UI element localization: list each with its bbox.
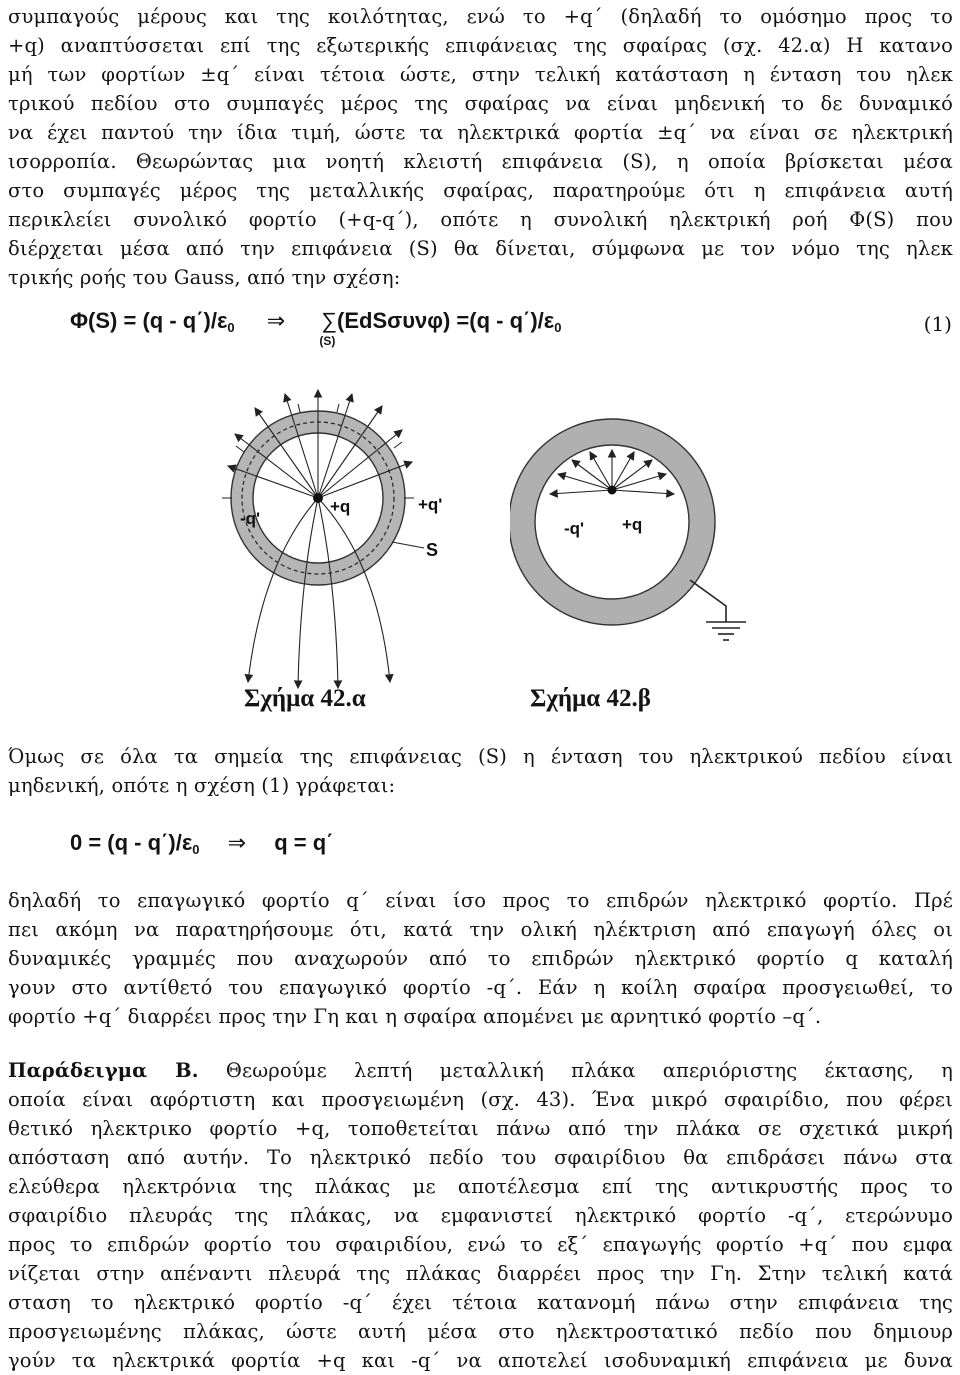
text-line: πει ακόμη να παρατηρήσουμε ότι, κατά την ολική ηλέκτριση από επαγωγή όλες οι bbox=[8, 918, 953, 941]
label-neg-q-prime: -q' bbox=[240, 509, 261, 528]
label-pos-q: +q bbox=[622, 515, 643, 534]
text-line: να έχει παντού την ίδια τιμή, ώστε τα ηλεκτρικά φορτία ±q΄ να είναι σε ηλεκτρική bbox=[8, 121, 953, 144]
paragraph-example-b bbox=[8, 1056, 953, 1375]
text-line: νίζεται στην απέναντι πλευρά της πλάκας διαρρέει προς την Γη. Στην τελική κατά bbox=[8, 1262, 953, 1285]
text-line: γουν στο αντίθετό του επαγωγικό φορτίο -q΄. Εάν η κοίλη σφαίρα προσγειωθεί, το bbox=[8, 976, 953, 999]
figure-42a bbox=[0, 382, 480, 702]
epsilon-subscript: 0 bbox=[554, 320, 562, 335]
figure-42b bbox=[510, 410, 950, 710]
text-line: μή των φορτίων ±q΄ είναι τέτοια ώστε, στην τελική κατάσταση η ένταση του ηλεκ bbox=[8, 63, 953, 86]
text-line: σταση το ηλεκτρικό φορτίο -q΄ έχει τέτοια κατανομή πάνω στην επιφάνεια της bbox=[8, 1291, 953, 1314]
text-line: στο συμπαγές μέρος της μεταλλικής σφαίρας, παρατηρούμε ότι η επιφάνεια αυτή bbox=[8, 179, 953, 202]
label-surface-s: S bbox=[426, 540, 439, 560]
text-line: Όμως σε όλα τα σημεία της επιφάνειας (S) η ένταση του ηλεκτρικού πεδίου είναι bbox=[8, 745, 953, 768]
text-line bbox=[8, 1056, 953, 1085]
label-pos-q-prime: +q' bbox=[418, 495, 443, 514]
equation-2-right: q = q΄ bbox=[274, 830, 334, 855]
caption-42b: Σχήμα 42.β bbox=[530, 685, 651, 712]
sigma-symbol: ∑ bbox=[321, 308, 338, 333]
text-line: απόσταση από αυτήν. Το ηλεκτρικό πεδίο του σφαιρίδιου θα επιδράσει πάνω στα bbox=[8, 1146, 953, 1169]
text-line: θετικό ηλεκτρικο φορτίο +q, τοποθετείται πάνω από την πλάκα σε σχετικά μικρή bbox=[8, 1117, 953, 1140]
example-heading: Παράδειγμα Β. bbox=[8, 1059, 199, 1082]
text-line: οποία είναι αφόρτιστη και προσγειωμένη (σχ. 43). Ένα μικρό σφαιρίδιο, που φέρει bbox=[8, 1088, 953, 1111]
label-pos-q: +q bbox=[330, 497, 351, 516]
implies-arrow: ⇒ bbox=[266, 308, 286, 333]
text-line: φορτίο +q΄ διαρρέει προς την Γη και η σφαίρα απομένει με αρνητικό φορτίο –q΄. bbox=[8, 1005, 822, 1028]
example-first-line: Θεωρούμε λεπτή μεταλλική πλάκα απεριόριστης έκτασης, η bbox=[198, 1059, 953, 1082]
paragraph-2 bbox=[8, 742, 953, 800]
label-neg-q-prime: -q' bbox=[564, 519, 585, 538]
equation-1-right: (EdSσυνφ) =(q - q΄)/ε bbox=[337, 308, 555, 333]
paragraph-3 bbox=[8, 886, 953, 1031]
epsilon-subscript: 0 bbox=[192, 842, 200, 857]
equation-2-left: 0 = (q - q΄)/ε bbox=[70, 830, 193, 855]
summation-subscript: (S) bbox=[319, 334, 336, 348]
text-line: δυναμικές γραμμές που αναχωρούν από το επιδρών ηλεκτρικό φορτίο q καταλή bbox=[8, 947, 953, 970]
equation-1-number: (1) bbox=[923, 312, 952, 336]
implies-arrow: ⇒ bbox=[227, 830, 247, 855]
text-line: διέρχεται μέσα από την επιφάνεια (S) θα δίνεται, σύμφωνα με τον νόμο της ηλεκ bbox=[8, 237, 953, 260]
text-line: συμπαγούς μέρους και της κοιλότητας, ενώ το +q΄ (δηλαδή το ομόσημο προς το bbox=[8, 5, 953, 28]
text-line: περικλείει συνολικό φορτίο (+q-q΄), οπότε η συνολική ηλεκτρική ροή Φ(S) που bbox=[8, 208, 953, 231]
paragraph-1 bbox=[8, 2, 953, 292]
text-line: τρικής ροής του Gauss, από την σχέση: bbox=[8, 266, 401, 289]
equation-2 bbox=[70, 830, 333, 857]
equation-1-left: Φ(S) = (q - q΄)/ε bbox=[70, 308, 228, 333]
text-line: σφαιρίδιο πλευράς της πλάκας, να εμφανιστεί ηλεκτρικό φορτίο -q΄, ετερώνυμο bbox=[8, 1204, 953, 1227]
text-line: ισορροπία. Θεωρώντας μια νοητή κλειστή επιφάνεια (S), η οποία βρίσκεται μέσα bbox=[8, 150, 953, 173]
text-line: μηδενική, οπότε η σχέση (1) γράφεται: bbox=[8, 774, 396, 797]
text-line: +q) αναπτύσσεται επί της εξωτερικής επιφάνειας της σφαίρας (σχ. 42.α) Η κατανο bbox=[8, 34, 953, 57]
equation-1 bbox=[70, 308, 562, 348]
epsilon-subscript: 0 bbox=[227, 320, 235, 335]
text-line: δηλαδή το επαγωγικό φορτίο q΄ είναι ίσο προς το επιδρών ηλεκτρικό φορτίο. Πρέ bbox=[8, 889, 953, 912]
summation bbox=[319, 308, 338, 348]
caption-42a: Σχήμα 42.α bbox=[244, 685, 366, 712]
text-line: γούν τα ηλεκτρικά φορτία +q και -q΄ να αποτελεί ισοδυναμική επιφάνεια με δυνα bbox=[8, 1349, 953, 1372]
ground-icon bbox=[690, 580, 746, 640]
text-line: προς το επιδρών φορτίο του σφαιριδίου, ενώ το εξ΄ επαγωγής φορτίο +q΄ που εμφα bbox=[8, 1233, 953, 1256]
text-line: ελεύθερα ηλεκτρόνια της πλάκας με αποτέλεσμα επί της αντικρυστής προς το bbox=[8, 1175, 953, 1198]
text-line: τρικού πεδίου στο συμπαγές μέρος της σφαίρας να είναι μηδενική το δε δυναμικό bbox=[8, 92, 953, 115]
text-line: προσγειωμένης πλάκας, ώστε αυτή μέσα στο ηλεκτροστατικό πεδίο που δημιουρ bbox=[8, 1320, 953, 1343]
